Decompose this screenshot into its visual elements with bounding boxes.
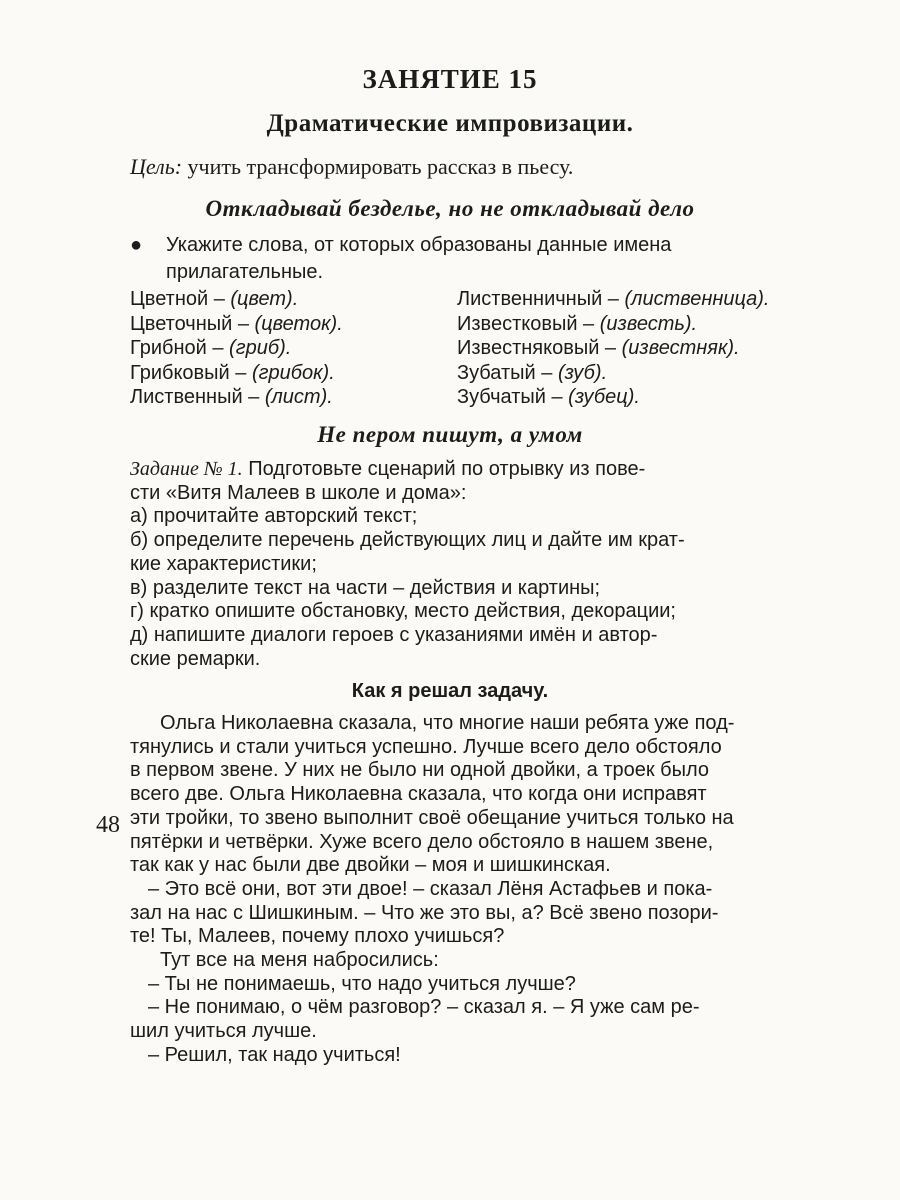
story-line: всего две. Ольга Николаевна сказала, что когда они исправят [130, 783, 707, 806]
word-entry: Зубчатый – (зубец). [457, 386, 640, 408]
assignment-item-b-cont: кие характеристики; [130, 552, 317, 575]
assignment-label: Задание № 1. [130, 458, 243, 480]
word-entry: Цветочный – (цветок). [130, 312, 343, 335]
word-entry: Известковый – (известь). [457, 312, 698, 335]
proverb-heading-1: Откладывай безделье, но не откладывай дело [205, 196, 695, 221]
story-line: – Это всё они, вот эти двое! – сказал Лёня Астафьев и пока- [148, 877, 713, 900]
story-line: те! Ты, Малеев, почему плохо учишься? [130, 925, 505, 948]
assignment-item-a: а) прочитайте авторский текст; [130, 505, 418, 528]
story-title: Как я решал задачу. [351, 680, 549, 702]
assignment-item-d: г) кратко опишите обстановку, место действия, декорации; [130, 600, 676, 623]
word-entry: Грибковый – (грибок). [130, 361, 335, 384]
word-entry: Цветной – (цвет). [130, 288, 299, 310]
task-instruction [130, 232, 855, 286]
word-entry: Лиственный – (лист). [130, 386, 333, 408]
story-line: Ольга Николаевна сказала, что многие наши ребята уже под- [160, 712, 735, 734]
story-line: – Ты не понимаешь, что надо учиться лучше? [148, 972, 576, 995]
story-line: эти тройки, то звено выполнит своё обещание учиться только на [130, 806, 734, 829]
story-line: так как у нас были две двойки – моя и шишкинская. [130, 854, 611, 877]
word-list-left [130, 287, 343, 410]
story-line: – Не понимаю, о чём разговор? – сказал я. – Я уже сам ре- [148, 996, 700, 1019]
assignment-block [130, 458, 850, 671]
task-line-1: Укажите слова, от которых образованы данные имена [166, 234, 672, 256]
story-line: – Решил, так надо учиться! [148, 1043, 401, 1066]
story-line: зал на нас с Шишкиным. – Что же это вы, а? Всё звено позори- [130, 901, 719, 924]
task-line-2: прилагательные. [166, 261, 324, 283]
proverb-heading-2: Не пером пишут, а умом [317, 422, 583, 447]
story-line: тянулись и стали учиться успешно. Лучше всего дело обстояло [130, 735, 722, 758]
page-number: 48 [96, 812, 120, 838]
word-entry: Грибной – (гриб). [130, 337, 292, 359]
assignment-item-e-cont: ские ремарки. [130, 647, 261, 670]
word-entry: Лиственничный – (лиственница). [457, 288, 770, 310]
lesson-subtitle: Драматические импровизации. [266, 110, 634, 137]
lesson-goal [130, 154, 573, 180]
lesson-title: ЗАНЯТИЕ 15 [362, 64, 538, 94]
bullet-icon: ● [130, 234, 143, 256]
story-line: пятёрки и четвёрки. Хуже всего дело обстояло в нашем звене, [130, 830, 714, 853]
story-line: Тут все на меня набросились: [160, 949, 439, 972]
word-list-right [457, 287, 769, 410]
goal-label: Цель: [130, 154, 183, 179]
assignment-item-b: б) определите перечень действующих лиц и дайте им крат- [130, 529, 685, 552]
word-entry: Известняковый – (известняк). [457, 337, 740, 359]
story-line: шил учиться лучше. [130, 1020, 317, 1043]
assignment-line: сти «Витя Малеев в школе и дома»: [130, 481, 467, 504]
assignment-line: Задание № 1. Подготовьте сценарий по отрывку из пове- [130, 458, 646, 480]
story-text [130, 712, 850, 1068]
assignment-item-c: в) разделите текст на части – действия и картины; [130, 576, 601, 599]
word-entry: Зубатый – (зуб). [457, 361, 608, 384]
assignment-item-e: д) напишите диалоги героев с указаниями имён и автор- [130, 623, 658, 646]
story-line: в первом звене. У них не было ни одной двойки, а троек было [130, 759, 710, 782]
goal-text: учить трансформировать рассказ в пьесу. [182, 154, 574, 179]
